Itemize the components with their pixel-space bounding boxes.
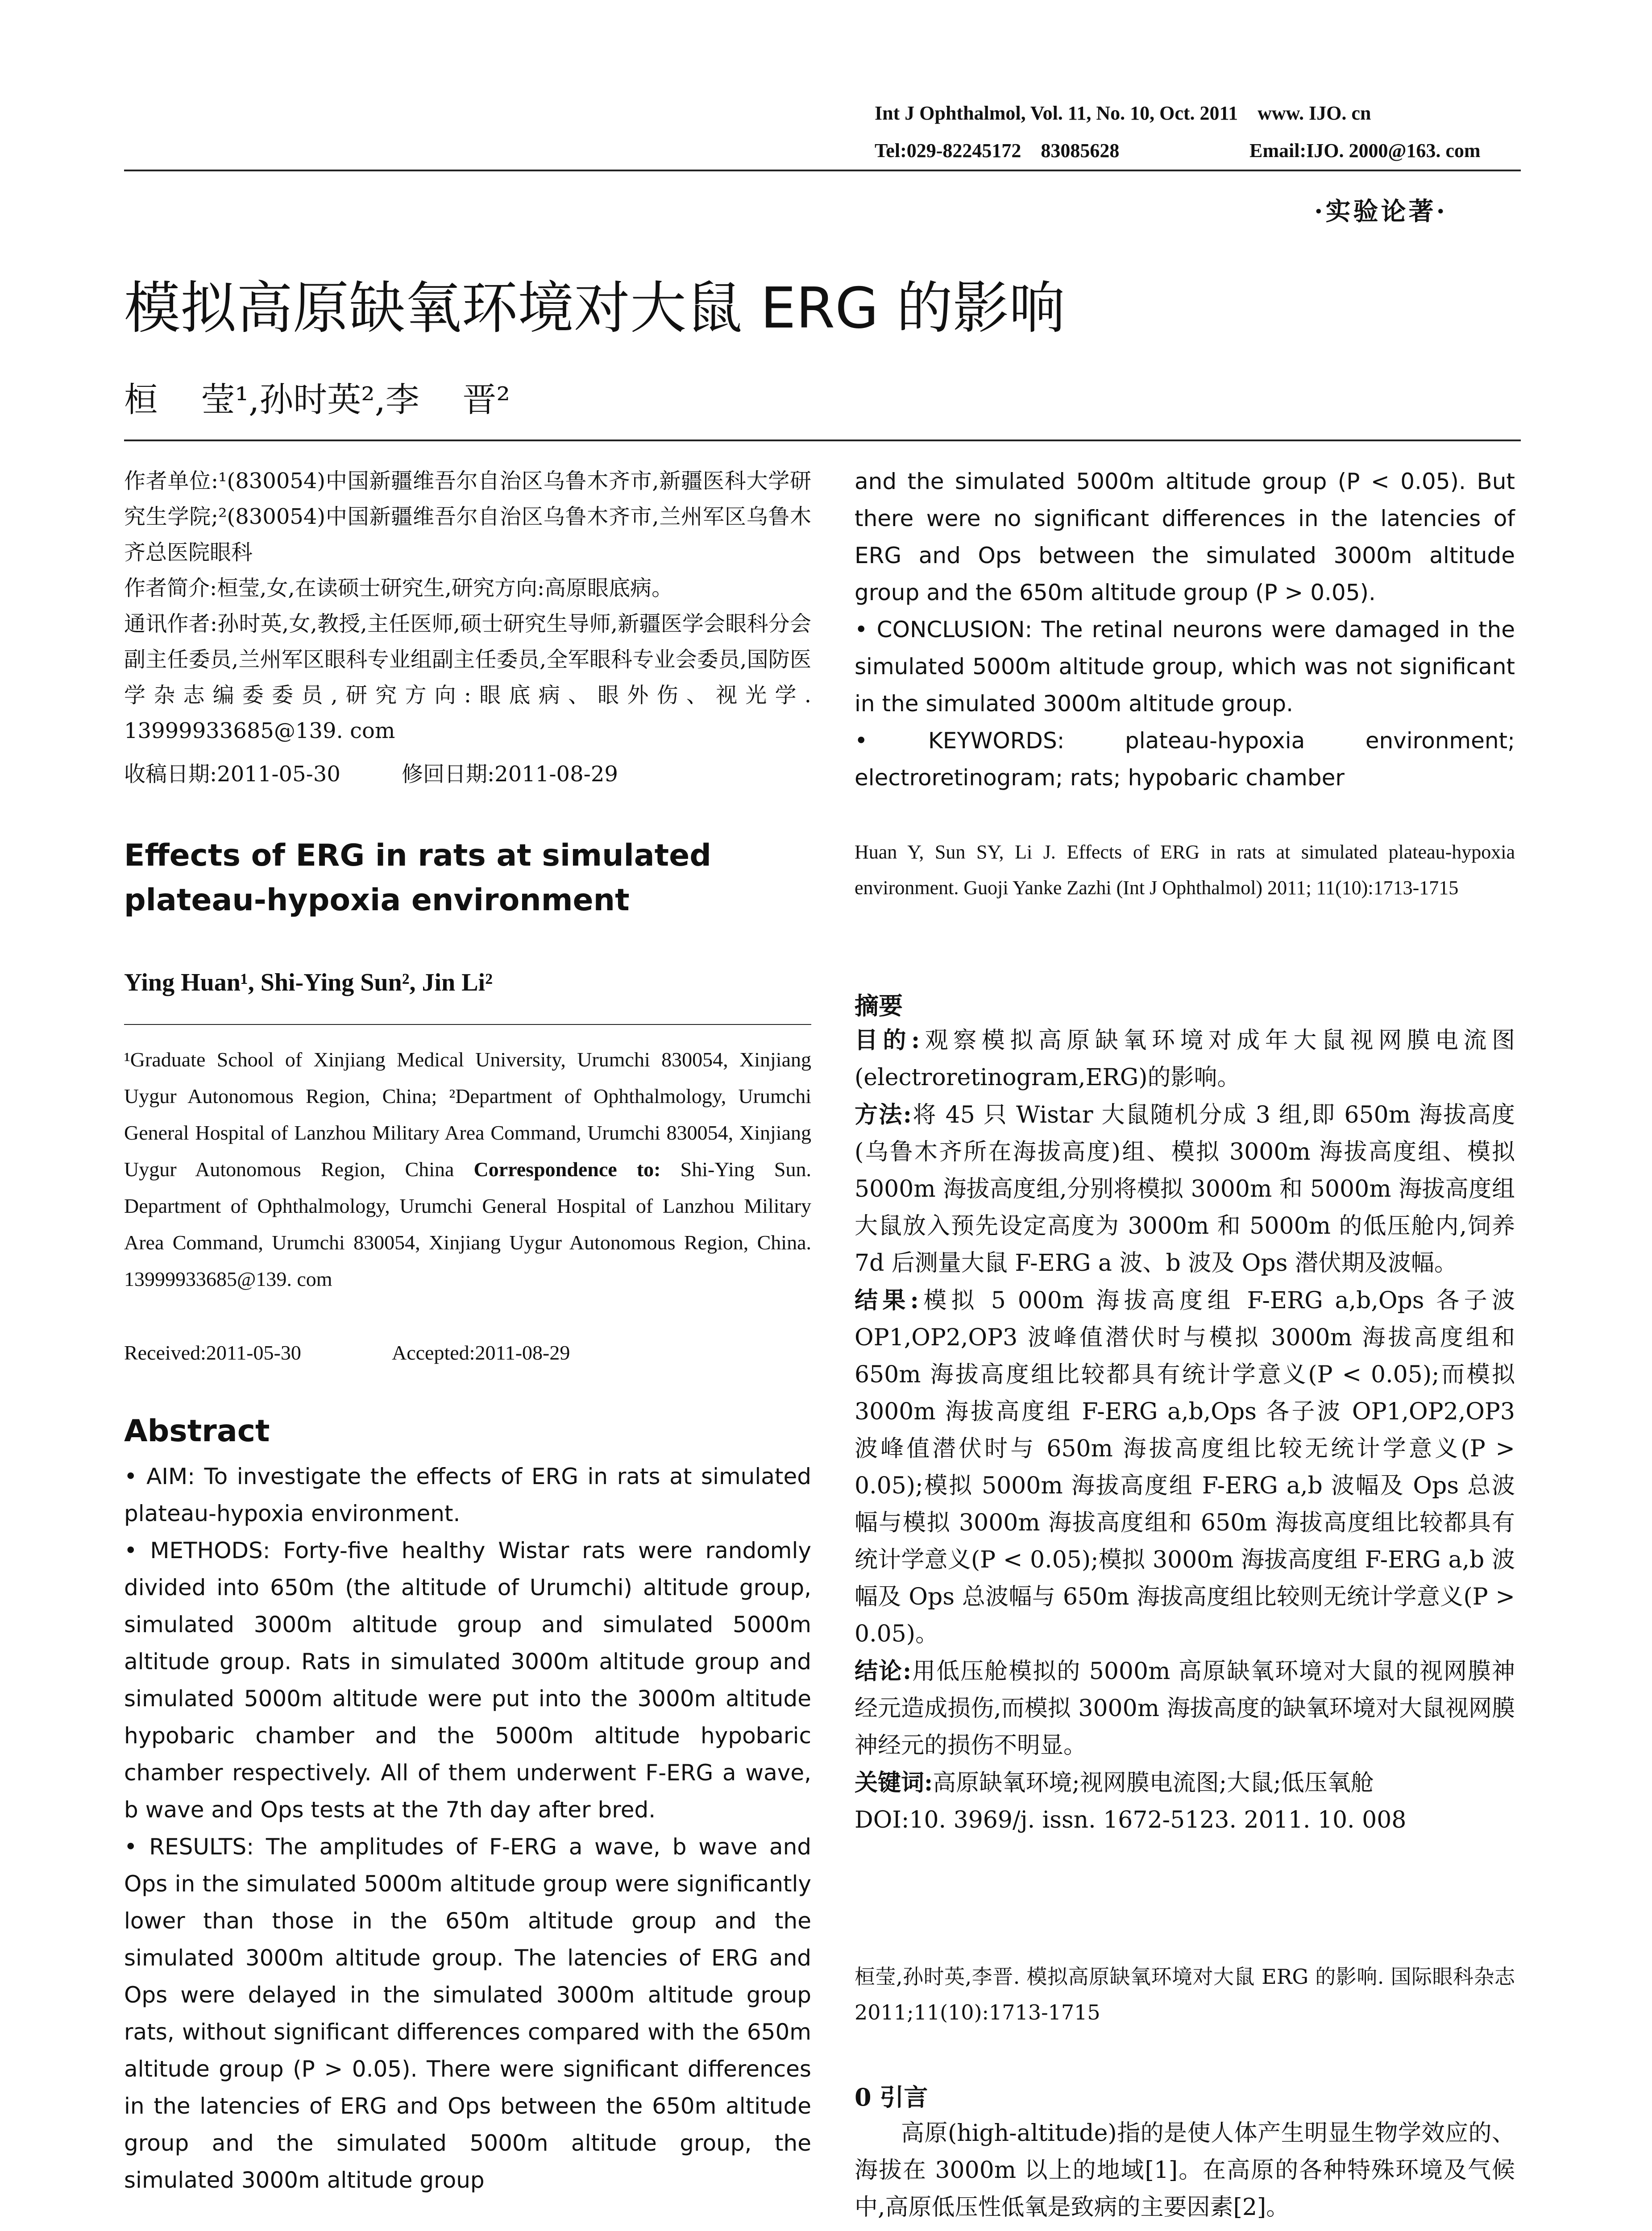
cn-conclusion-text: 用低压舱模拟的 5000m 高原缺氧环境对大鼠的视网膜神经元造成损伤,而模拟 3000m 海拔高度的缺氧环境对大鼠视网膜神经元的损伤不明显。 (855, 1658, 1515, 1759)
intro-text: 高原(high-altitude)指的是使人体产生明显生物学效应的、海拔在 3000m 以上的地域[1]。在高原的各种特殊环境及气候中,高原低压性低氧是致病的主要因素[2]。 (855, 2120, 1515, 2221)
journal-header-email: Email:IJO. 2000@163. com (1249, 140, 1481, 162)
authors-cn: 桓 莹¹,孙时英²,李 晋² (124, 380, 510, 419)
journal-header-line1: Int J Ophthalmol, Vol. 11, No. 10, Oct. 2011 www. IJO. cn (875, 102, 1371, 124)
keywords-label: • KEYWORDS: (855, 728, 1065, 754)
affiliation-en (124, 1041, 811, 1298)
abstract-en-body (124, 1458, 811, 2199)
cn-conclusion (855, 1653, 1515, 1764)
title-rule (124, 440, 1521, 441)
authors-en: Ying Huan¹, Shi-Ying Sun², Jin Li² (124, 969, 493, 996)
abstract-keywords (855, 722, 1515, 796)
accepted-en: Accepted:2011-08-29 (392, 1341, 570, 1364)
cn-doi: DOI:10. 3969/j. issn. 1672-5123. 2011. 10. 008 (855, 1807, 1407, 1833)
aim-label: • AIM: (124, 1464, 195, 1489)
abstract-heading: Abstract (124, 1414, 270, 1449)
corr-label: Correspondence to: (473, 1158, 661, 1181)
title-cn: 模拟高原缺氧环境对大鼠 ERG 的影响 (124, 275, 1065, 341)
cn-results (855, 1282, 1515, 1653)
cn-results-label: 结果: (855, 1287, 919, 1314)
header-rule (124, 170, 1521, 171)
affiliation-cn (124, 463, 811, 749)
abstract-results (124, 1829, 811, 2199)
citation-cn: 桓莹,孙时英,李晋. 模拟高原缺氧环境对大鼠 ERG 的影响. 国际眼科杂志 2011;11(10):1713-1715 (855, 1965, 1515, 2024)
methods-text: Forty-five healthy Wistar rats were randomly divided into 650m (the altitude of Urumchi) altitude group, simulated 3000m altitude group and simulated 5000m altitude group. Rats in simulated 3000m altitude group and simulated 5000m altitude were put into the 3000m altitude hypobaric chamber and the 5000m altitude hypobaric chamber respectively. All of them underwent F-ERG a wave, b wave and Ops tests at the 7th day after bred. (124, 1538, 811, 1823)
affil-cn-corr: 通讯作者:孙时英,女,教授,主任医师,硕士研究生导师,新疆医学会眼科分会副主任委员,兰州军区眼科专业组副主任委员,全军眼科专业会委员,国防医学杂志编委委员,研究方向:眼底病、眼外伤、视光学. 13999933685@139. com (124, 611, 811, 743)
abstract-cn-body (855, 1022, 1515, 1839)
abstract-aim (124, 1458, 811, 1532)
results-cont: and the simulated 5000m altitude group (P < 0.05). But there were no significant differences in the latencies of ERG and Ops between the simulated 3000m altitude group and the 650m altitude group (P > 0.05). (855, 469, 1515, 605)
section-tag: ·实验论著· (1314, 197, 1448, 226)
cn-methods-text: 将 45 只 Wistar 大鼠随机分成 3 组,即 650m 海拔高度(乌鲁木齐所在海拔高度)组、模拟 3000m 海拔高度组、模拟 5000m 海拔高度组,分别将模拟 3000m 和 5000m 海拔高度组大鼠放入预先设定高度为 3000m 和 5000m 的低压舱内,饲养 7d 后测量大鼠 F-ERG a 波、b 波及 Ops 潜伏期及波幅。 (855, 1102, 1515, 1277)
conclusion-text: The retinal neurons were damaged in the simulated 5000m altitude group, which was not significant in the simulated 3000m altitude group. (855, 617, 1515, 717)
cn-keywords-label: 关键词: (855, 1769, 933, 1796)
received-en: Received:2011-05-30 (124, 1341, 301, 1364)
aim-text: To investigate the effects of ERG in rats at simulated plateau-hypoxia environment. (124, 1464, 811, 1526)
results-text: The amplitudes of F-ERG a wave, b wave and Ops in the simulated 5000m altitude group were significantly lower than those in the 650m altitude group and the simulated 3000m altitude group. The latencies of ERG and Ops were delayed in the simulated 3000m altitude group rats, without significant differences compared with the 650m altitude group (P > 0.05). There were significant differences in the latencies of ERG and Ops between the 650m altitude group and the simulated 5000m altitude group, the simulated 3000m altitude group (124, 1834, 811, 2193)
cn-aim (855, 1022, 1515, 1096)
authors-en-rule (124, 1024, 811, 1025)
received-cn: 收稿日期:2011-05-30 (124, 762, 340, 787)
cn-results-text: 模拟 5 000m 海拔高度组 F-ERG a,b,Ops 各子波 OP1,OP2,OP3 波峰值潜伏时与模拟 3000m 海拔高度组和 650m 海拔高度组比较都具有统计学意义(P < 0.05);而模拟 3000m 海拔高度组 F-ERG a,b,Ops 各子波 OP1,OP2,OP3 波峰值潜伏时与 650m 海拔高度组比较无统计学意义(P > 0.05);模拟 5000m 海拔高度组 F-ERG a,b 波幅及 Ops 总波幅与模拟 3000m 海拔高度组和 650m 海拔高度组比较都具有统计学意义(P < 0.05);模拟 3000m 海拔高度组 F-ERG a,b 波幅及 Ops 总波幅与 650m 海拔高度组比较则无统计学意义(P > 0.05)。 (855, 1287, 1515, 1647)
cn-conclusion-label: 结论: (855, 1658, 912, 1685)
abstract-methods (124, 1532, 811, 1829)
affil-cn-bio: 作者简介:桓莹,女,在读硕士研究生,研究方向:高原眼底病。 (124, 576, 673, 601)
conclusion-label: • CONCLUSION: (855, 617, 1033, 643)
affil-en-text: ¹Graduate School of Xinjiang Medical University, Urumchi 830054, Xinjiang Uygur Autonomous Region, China; ²Department of Ophthalmology, Urumchi General Hospital of Lanzhou Military Area Command, Urumchi 830054, Xinjiang Uygur Autonomous Region, China (124, 1048, 811, 1181)
corr-text: Shi-Ying Sun. Department of Ophthalmology, Urumchi General Hospital of Lanzhou Military Area Command, Urumchi 830054, Xinjiang Uygur Autonomous Region, China. 13999933685@139. com (124, 1158, 812, 1290)
results-label: • RESULTS: (124, 1834, 254, 1860)
cn-methods (855, 1096, 1515, 1282)
abstract-en-cont (855, 463, 1515, 796)
title-en: Effects of ERG in rats at simulated plateau-hypoxia environment (124, 838, 711, 918)
cn-aim-text: 观察模拟高原缺氧环境对成年大鼠视网膜电流图(electroretinogram,ERG)的影响。 (855, 1027, 1515, 1091)
citation-en: Huan Y, Sun SY, Li J. Effects of ERG in rats at simulated plateau-hypoxia environment. Guoji Yanke Zazhi (Int J Ophthalmol) 2011; 11(10):1713-1715 (855, 841, 1515, 899)
affil-cn-unit: 作者单位:¹(830054)中国新疆维吾尔自治区乌鲁木齐市,新疆医科大学研究生学院;²(830054)中国新疆维吾尔自治区乌鲁木齐市,兰州军区乌鲁木齐总医院眼科 (124, 469, 811, 565)
cn-aim-label: 目的: (855, 1027, 920, 1054)
abstract-cn-heading: 摘要 (855, 991, 903, 1020)
abstract-conclusion (855, 611, 1515, 722)
cn-methods-label: 方法: (855, 1101, 912, 1128)
intro-heading: 0 引言 (855, 2083, 928, 2111)
revised-cn: 修回日期:2011-08-29 (402, 762, 618, 787)
cn-keywords-text: 高原缺氧环境;视网膜电流图;大鼠;低压氧舱 (933, 1770, 1374, 1796)
journal-header-tel: Tel:029-82245172 83085628 (875, 140, 1120, 162)
cn-keywords (855, 1764, 1515, 1802)
methods-label: • METHODS: (124, 1538, 270, 1563)
keywords-text: plateau-hypoxia environment; electroretinogram; rats; hypobaric chamber (855, 728, 1515, 791)
